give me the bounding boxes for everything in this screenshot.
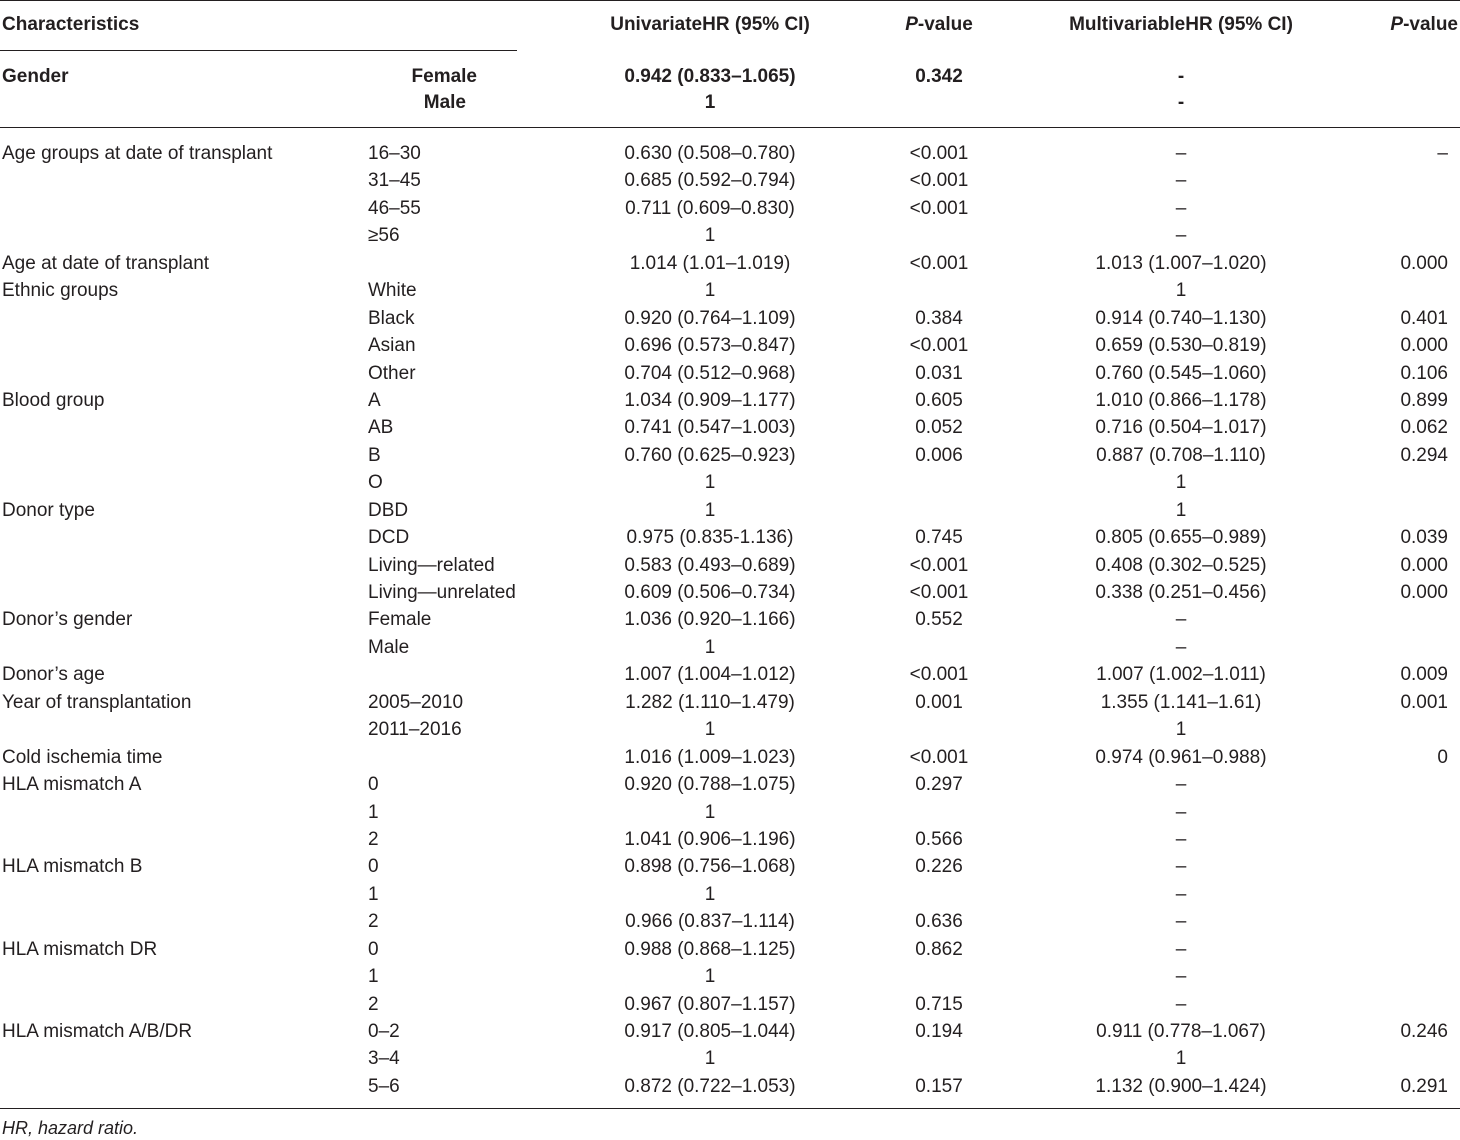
bottom-rule — [0, 1108, 1460, 1109]
table-row — [0, 469, 1460, 496]
cell-univariate-p: 0.384 — [915, 307, 963, 329]
cell-univariate-p: <0.001 — [909, 746, 969, 768]
cell-characteristic: Donor’s age — [2, 664, 105, 686]
cell-univariate-p: 0.715 — [915, 993, 963, 1015]
cell-multivariable-hr: 1.132 (0.900–1.424) — [1095, 1075, 1267, 1097]
cell-multivariable-hr: – — [1175, 636, 1187, 658]
cell-multivariable-hr: 1.355 (1.141–1.61) — [1100, 691, 1262, 713]
cell-univariate-hr: 0.630 (0.508–0.780) — [624, 143, 796, 164]
cell-category: 2 — [368, 828, 379, 850]
cell-multivariable-hr: – — [1175, 170, 1187, 192]
table-row — [0, 195, 1460, 222]
table-row — [0, 881, 1460, 908]
gender-male-multi: - — [1177, 92, 1185, 113]
cell-category: Living—related — [368, 554, 495, 576]
header-underline — [0, 50, 517, 51]
cell-multivariable-hr: – — [1175, 883, 1187, 905]
header-multivariable-p-value — [1390, 14, 1458, 36]
table-header — [0, 0, 1460, 50]
cell-univariate-hr: 1.007 (1.004–1.012) — [624, 664, 796, 686]
cell-univariate-hr: 0.872 (0.722–1.053) — [624, 1075, 796, 1097]
cell-multivariable-hr: 0.716 (0.504–1.017) — [1095, 417, 1267, 439]
footnote: HR, hazard ratio. — [2, 1118, 139, 1138]
gender-male-hr: 1 — [704, 92, 716, 113]
header-univariate-hr: UnivariateHR (95% CI) — [610, 14, 810, 35]
cell-category: Asian — [368, 335, 416, 357]
cell-multivariable-hr: 1.010 (0.866–1.178) — [1095, 389, 1267, 411]
cell-multivariable-hr: – — [1175, 225, 1187, 247]
cell-univariate-hr: 0.696 (0.573–0.847) — [624, 335, 796, 357]
cell-multivariable-p: 0 — [1437, 746, 1448, 768]
cell-multivariable-hr: 0.760 (0.545–1.060) — [1095, 362, 1267, 384]
gender-section — [0, 62, 1460, 118]
cell-univariate-p: 0.636 — [915, 911, 963, 933]
cell-category: 0–2 — [368, 1021, 400, 1042]
cell-univariate-hr: 1.014 (1.01–1.019) — [629, 252, 791, 274]
cell-univariate-hr: 0.760 (0.625–0.923) — [624, 444, 796, 466]
gender-female-p: 0.342 — [915, 66, 963, 87]
cell-univariate-hr: 1.041 (0.906–1.196) — [624, 828, 796, 850]
cell-category: AB — [368, 417, 394, 439]
gender-male: Male — [423, 92, 466, 113]
cell-multivariable-hr: 1.013 (1.007–1.020) — [1095, 252, 1267, 274]
cell-category: 1 — [368, 966, 379, 988]
cell-univariate-p: 0.157 — [915, 1075, 963, 1097]
cell-multivariable-hr: – — [1175, 966, 1187, 988]
cell-univariate-p: 0.006 — [915, 444, 963, 466]
cell-multivariable-hr: 1 — [1175, 472, 1187, 494]
table-row — [0, 744, 1460, 771]
cell-category: 5–6 — [368, 1075, 400, 1097]
cell-multivariable-p: 0.001 — [1400, 691, 1448, 713]
cell-multivariable-p: 0.899 — [1400, 389, 1448, 411]
cell-univariate-hr: 0.609 (0.506–0.734) — [624, 582, 796, 603]
table-row — [0, 689, 1460, 716]
cell-multivariable-p: 0.000 — [1400, 335, 1448, 357]
cell-univariate-hr: 0.988 (0.868–1.125) — [624, 938, 796, 960]
table-row — [0, 634, 1460, 661]
cell-univariate-p: 0.566 — [915, 828, 963, 850]
cell-multivariable-p: 0.000 — [1400, 554, 1448, 576]
cell-univariate-p: 0.605 — [915, 389, 963, 411]
table-row — [0, 991, 1460, 1018]
cell-multivariable-hr: – — [1175, 993, 1187, 1015]
table-row — [0, 1018, 1460, 1045]
table-row — [0, 1045, 1460, 1072]
cell-category: 16–30 — [368, 143, 421, 164]
cell-category: Male — [368, 636, 410, 658]
cell-univariate-hr: 0.711 (0.609–0.830) — [625, 197, 795, 219]
cell-univariate-hr: 0.741 (0.547–1.003) — [624, 417, 796, 439]
cell-multivariable-p: 0.000 — [1400, 582, 1448, 603]
cell-multivariable-hr: – — [1175, 197, 1187, 219]
cell-category: 3–4 — [368, 1048, 400, 1070]
cell-category: B — [368, 444, 381, 466]
cell-characteristic: HLA mismatch A — [2, 774, 142, 796]
table-row — [0, 552, 1460, 579]
cell-category: White — [368, 280, 417, 302]
cell-characteristic: Donor’s gender — [2, 609, 133, 631]
cell-multivariable-hr: – — [1175, 911, 1187, 933]
cell-univariate-p: <0.001 — [909, 197, 969, 219]
table-row — [0, 442, 1460, 469]
cell-characteristic: HLA mismatch A/B/DR — [2, 1021, 193, 1042]
cell-univariate-p: <0.001 — [909, 143, 969, 164]
table-row — [0, 908, 1460, 935]
header-univariate-p-value — [905, 14, 973, 36]
gender-female: Female — [411, 66, 477, 87]
cell-univariate-hr: 1 — [704, 472, 716, 494]
cell-univariate-hr: 0.920 (0.764–1.109) — [624, 307, 796, 329]
cell-multivariable-hr: 0.659 (0.530–0.819) — [1095, 335, 1267, 357]
cell-category: ≥56 — [368, 225, 400, 247]
cell-multivariable-p: – — [1437, 143, 1448, 164]
cell-multivariable-hr: 0.974 (0.961–0.988) — [1095, 746, 1267, 768]
cell-multivariable-p: 0.009 — [1400, 664, 1448, 686]
cell-multivariable-hr: – — [1175, 856, 1187, 878]
cell-category: 1 — [368, 801, 379, 823]
cell-univariate-p: 0.194 — [915, 1021, 963, 1042]
cell-univariate-hr: 0.967 (0.807–1.157) — [624, 993, 796, 1015]
table-row — [0, 771, 1460, 798]
header-multivariable-hr: MultivariableHR (95% CI) — [1069, 14, 1293, 35]
p-rest: -value — [1403, 14, 1458, 35]
cell-category: 1 — [368, 883, 379, 905]
cell-univariate-hr: 0.898 (0.756–1.068) — [624, 856, 796, 878]
cell-multivariable-hr: 1 — [1175, 280, 1187, 302]
p-italic: P — [1390, 14, 1404, 35]
cell-univariate-p: <0.001 — [909, 170, 969, 192]
cell-univariate-hr: 1 — [704, 280, 716, 302]
gender-rule — [0, 127, 1460, 128]
cell-category: 2011–2016 — [368, 719, 462, 741]
cell-characteristic: Ethnic groups — [2, 280, 119, 302]
cell-multivariable-hr: 0.805 (0.655–0.989) — [1095, 527, 1267, 549]
cell-category: 46–55 — [368, 197, 421, 219]
cell-univariate-p: 0.297 — [915, 774, 963, 796]
cell-multivariable-hr: 0.914 (0.740–1.130) — [1095, 307, 1267, 329]
gender-female-multi: - — [1177, 66, 1185, 87]
table-row — [0, 222, 1460, 249]
cell-univariate-hr: 1.016 (1.009–1.023) — [624, 746, 796, 768]
cell-category: 0 — [368, 938, 379, 960]
cell-univariate-hr: 0.975 (0.835-1.136) — [626, 527, 794, 549]
cell-univariate-p: 0.552 — [915, 609, 963, 631]
cell-univariate-hr: 1 — [704, 1048, 716, 1070]
cell-univariate-hr: 0.966 (0.837–1.114) — [625, 911, 795, 933]
cell-category: 0 — [368, 856, 379, 878]
header-characteristics: Characteristics — [2, 14, 140, 35]
p-italic: P — [905, 14, 918, 35]
cell-univariate-hr: 0.917 (0.805–1.044) — [624, 1021, 796, 1042]
cell-multivariable-hr: – — [1175, 609, 1187, 631]
cell-univariate-hr: 1 — [704, 883, 716, 905]
cell-characteristic: Year of transplantation — [2, 691, 192, 713]
table-row — [0, 332, 1460, 359]
table-row — [0, 360, 1460, 387]
cell-characteristic: HLA mismatch DR — [2, 938, 158, 960]
cell-multivariable-p: 0.246 — [1400, 1021, 1448, 1042]
cell-univariate-hr: 1.036 (0.920–1.166) — [624, 609, 796, 631]
cell-univariate-hr: 0.583 (0.493–0.689) — [624, 554, 796, 576]
table-row — [0, 799, 1460, 826]
cell-multivariable-p: 0.039 — [1400, 527, 1448, 549]
cell-multivariable-hr: – — [1175, 828, 1187, 850]
cell-category: O — [368, 472, 383, 494]
cell-multivariable-p: 0.106 — [1400, 362, 1448, 384]
cell-univariate-p: <0.001 — [909, 664, 969, 686]
cell-multivariable-hr: 0.911 (0.778–1.067) — [1096, 1021, 1266, 1042]
table-row — [0, 497, 1460, 524]
p-rest: -value — [917, 14, 973, 35]
cell-category: 31–45 — [368, 170, 421, 192]
cell-univariate-hr: 1 — [704, 966, 716, 988]
cell-univariate-p: 0.862 — [915, 938, 963, 960]
cell-multivariable-p: 0.401 — [1400, 307, 1448, 329]
cell-multivariable-p: 0.062 — [1400, 417, 1448, 439]
cell-univariate-hr: 1 — [704, 225, 716, 247]
cell-multivariable-hr: 0.338 (0.251–0.456) — [1095, 582, 1267, 603]
cell-multivariable-hr: – — [1175, 143, 1187, 164]
cell-category: DCD — [368, 527, 410, 549]
cell-multivariable-hr: 0.408 (0.302–0.525) — [1095, 554, 1267, 576]
table-row — [0, 963, 1460, 990]
cell-characteristic: HLA mismatch B — [2, 856, 143, 878]
cell-multivariable-hr: – — [1175, 774, 1187, 796]
table-row — [0, 387, 1460, 414]
cell-category: Female — [368, 609, 432, 631]
cell-multivariable-hr: – — [1175, 801, 1187, 823]
cell-characteristic: Age at date of transplant — [2, 252, 210, 274]
cell-characteristic: Cold ischemia time — [2, 746, 163, 768]
table-row — [0, 606, 1460, 633]
cell-category: DBD — [368, 499, 409, 521]
cell-univariate-hr: 1 — [704, 499, 716, 521]
cell-category: Black — [368, 307, 415, 329]
cell-univariate-hr: 1 — [704, 719, 716, 741]
cell-univariate-hr: 0.920 (0.788–1.075) — [624, 774, 796, 796]
table-row — [0, 277, 1460, 304]
cell-univariate-p: <0.001 — [909, 582, 969, 603]
cell-univariate-p: 0.001 — [915, 691, 963, 713]
cell-univariate-hr: 1.034 (0.909–1.177) — [624, 389, 796, 411]
table-row — [0, 853, 1460, 880]
cell-multivariable-p: 0.000 — [1400, 252, 1448, 274]
table-row — [0, 716, 1460, 743]
table-row — [0, 167, 1460, 194]
gender-female-hr: 0.942 (0.833–1.065) — [624, 66, 796, 87]
gender-label: Gender — [2, 66, 69, 87]
table-row — [0, 826, 1460, 853]
cell-univariate-p: <0.001 — [909, 252, 969, 274]
cell-characteristic: Blood group — [2, 389, 105, 411]
cell-multivariable-hr: 0.887 (0.708–1.110) — [1096, 444, 1266, 466]
cell-category: 2005–2010 — [368, 691, 464, 713]
top-rule — [0, 0, 1460, 1]
cell-univariate-hr: 1 — [704, 801, 716, 823]
cell-category: 2 — [368, 993, 379, 1015]
cell-multivariable-hr: 1 — [1175, 1048, 1187, 1070]
table-row — [0, 524, 1460, 551]
cell-multivariable-p: 0.294 — [1400, 444, 1448, 466]
table-row — [0, 305, 1460, 332]
table-body — [0, 140, 1460, 1100]
cell-univariate-p: <0.001 — [909, 335, 969, 357]
cell-multivariable-hr: – — [1175, 938, 1187, 960]
cell-multivariable-hr: 1.007 (1.002–1.011) — [1096, 664, 1266, 686]
cell-multivariable-hr: 1 — [1175, 719, 1187, 741]
cell-univariate-hr: 1.282 (1.110–1.479) — [625, 691, 795, 713]
cell-multivariable-hr: 1 — [1175, 499, 1187, 521]
cell-univariate-hr: 0.704 (0.512–0.968) — [624, 362, 796, 384]
cell-category: A — [368, 389, 381, 411]
cell-univariate-p: 0.031 — [915, 362, 963, 384]
cell-univariate-p: 0.226 — [915, 856, 963, 878]
table-row — [0, 661, 1460, 688]
table-row — [0, 140, 1460, 167]
cell-univariate-p: 0.052 — [915, 417, 963, 439]
cell-category: Living—unrelated — [368, 582, 516, 603]
cell-univariate-p: <0.001 — [909, 554, 969, 576]
cell-category: Other — [368, 362, 416, 384]
table-row — [0, 1073, 1460, 1100]
table-row — [0, 936, 1460, 963]
cell-characteristic: Donor type — [2, 499, 95, 521]
cell-univariate-hr: 1 — [704, 636, 716, 658]
cell-multivariable-p: 0.291 — [1400, 1075, 1448, 1097]
cell-category: 0 — [368, 774, 379, 796]
cell-category: 2 — [368, 911, 379, 933]
cell-characteristic: Age groups at date of transplant — [2, 143, 273, 164]
table-row — [0, 579, 1460, 606]
cell-univariate-p: 0.745 — [915, 527, 963, 549]
table-row — [0, 414, 1460, 441]
cell-univariate-hr: 0.685 (0.592–0.794) — [624, 170, 796, 192]
table-row — [0, 250, 1460, 277]
